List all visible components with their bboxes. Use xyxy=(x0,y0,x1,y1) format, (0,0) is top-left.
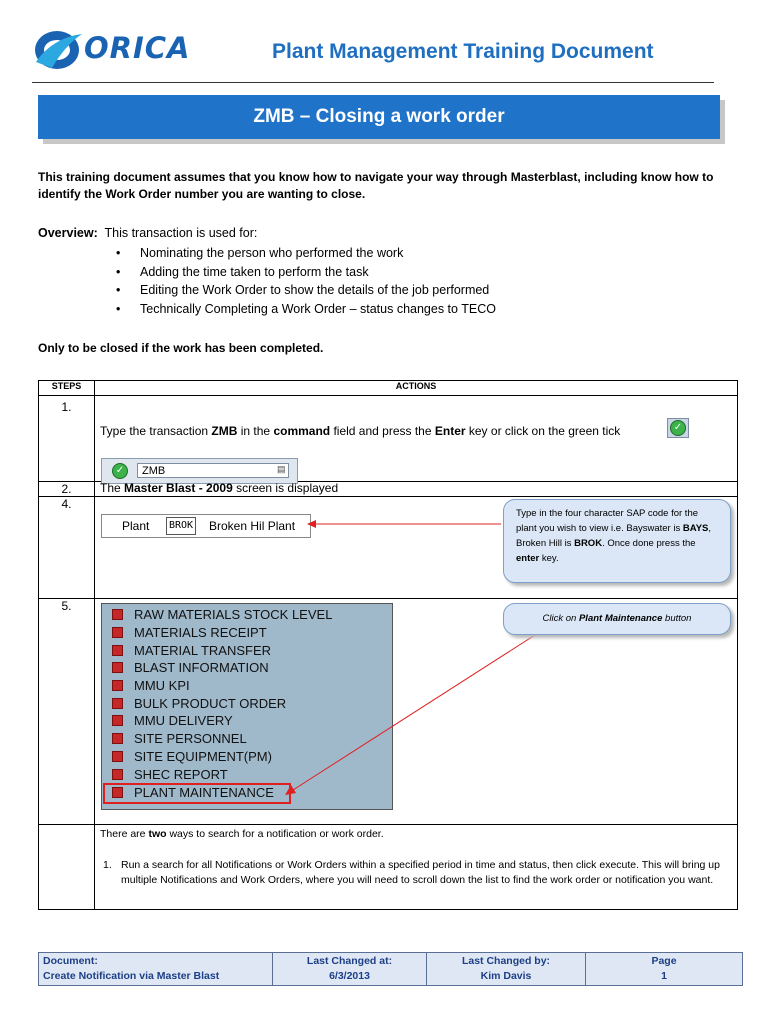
menu-bullet-icon xyxy=(112,645,123,656)
footer-changed-by-value: Kim Davis xyxy=(480,970,532,982)
document-title: Plant Management Training Document xyxy=(272,40,654,63)
menu-bullet-icon xyxy=(112,627,123,638)
document-footer xyxy=(38,952,743,986)
section-banner xyxy=(38,95,720,139)
plant-maintenance-highlight xyxy=(103,783,291,804)
step-number-cell xyxy=(39,825,95,910)
menu-bullet-icon xyxy=(112,662,123,673)
steps-header: STEPS xyxy=(39,381,95,396)
table-row xyxy=(39,497,738,599)
dropdown-history-icon[interactable]: ▤ xyxy=(277,464,286,474)
bullet-item: • Nominating the person who performed the work xyxy=(116,244,496,263)
plant-maintenance-callout: Click on Plant Maintenance button xyxy=(503,603,731,635)
plant-code-input[interactable]: BROK xyxy=(166,517,196,535)
menu-bullet-icon xyxy=(112,698,123,709)
step-number: 2. xyxy=(61,482,72,496)
footer-page-number: 1 xyxy=(661,970,667,982)
green-check-icon[interactable]: ✓ xyxy=(112,463,128,479)
brand-wordmark: ORICA xyxy=(84,31,191,65)
footer-document-label: Document: xyxy=(43,955,98,967)
table-header-row xyxy=(39,381,738,396)
step-number: 4. xyxy=(61,497,72,511)
step-number: 5. xyxy=(61,599,72,613)
step-number-cell xyxy=(39,497,95,599)
footer-changed-at-label: Last Changed at: xyxy=(306,955,393,967)
header-divider xyxy=(32,82,714,83)
intro-paragraph: This training document assumes that you know how to navigate your way through Masterblast, including know how to identify the Work Order number you are wanting to close. xyxy=(38,170,714,201)
menu-bullet-icon xyxy=(112,733,123,744)
step2-instruction: The Master Blast - 2009 screen is displayed xyxy=(100,481,339,495)
plant-name: Broken Hil Plant xyxy=(209,519,296,533)
command-field[interactable]: ZMB xyxy=(137,463,289,478)
action-cell xyxy=(95,599,738,825)
plant-label: Plant xyxy=(122,519,150,533)
step1-instruction: Type the transaction ZMB in the command field and press the Enter key or click on the green tick xyxy=(100,424,621,438)
action-cell xyxy=(95,825,738,910)
overview-label: Overview: xyxy=(38,226,98,240)
menu-bullet-icon xyxy=(112,680,123,691)
plant-code-callout: Type in the four character SAP code for the plant you wish to view i.e. Bayswater is BAYS, Broken Hill is BROK. Once done press the enter key. xyxy=(503,499,731,583)
search-ways-intro: There are two ways to search for a notification or work order. xyxy=(100,828,384,840)
step-number-cell xyxy=(39,396,95,482)
actions-header: ACTIONS xyxy=(95,381,738,396)
menu-bullet-icon xyxy=(112,751,123,762)
green-tick-button[interactable] xyxy=(667,418,689,438)
table-row xyxy=(39,396,738,482)
search-way-number: 1. xyxy=(103,859,112,871)
step-number-cell xyxy=(39,599,95,825)
green-check-icon: ✓ xyxy=(670,420,686,436)
footer-changed-at xyxy=(273,953,427,986)
menu-bullet-icon xyxy=(112,769,123,780)
menu-bullet-icon xyxy=(112,715,123,726)
table-row xyxy=(39,599,738,825)
bullet-item: • Technically Completing a Work Order – status changes to TECO xyxy=(116,300,496,319)
completion-note: Only to be closed if the work has been completed. xyxy=(38,341,324,355)
steps-table xyxy=(38,380,738,910)
action-cell xyxy=(95,396,738,482)
footer-page-label: Page xyxy=(651,955,677,967)
table-row xyxy=(39,825,738,910)
step-number: 1. xyxy=(61,400,72,414)
step-number-cell xyxy=(39,482,95,497)
banner-title: ZMB – Closing a work order xyxy=(253,106,505,127)
bullet-item: • Editing the Work Order to show the details of the job performed xyxy=(116,281,496,300)
table-row xyxy=(39,482,738,497)
plant-selector xyxy=(101,514,311,538)
search-way-text: Run a search for all Notifications or Work Orders within a specified period in time and status, then click execute. This will bring up multiple Notifications and Work Orders, where you will need to scroll down the list to find the work order or notification you want. xyxy=(121,859,720,886)
overview-line xyxy=(38,226,257,240)
action-cell xyxy=(95,497,738,599)
masterblast-menu: RAW MATERIALS STOCK LEVEL MATERIALS RECEIPT MATERIAL TRANSFER BLAST INFORMATION MMU KPI BULK PRODUCT ORDER MMU DELIVERY SITE PERSONNEL SITE EQUIPMENT(PM) SHEC REPORT PLANT MAINTENANCE xyxy=(101,603,393,810)
menu-bullet-icon xyxy=(112,609,123,620)
footer-changed-at-value: 6/3/2013 xyxy=(329,970,370,982)
footer-changed-by xyxy=(427,953,586,986)
footer-document xyxy=(39,953,273,986)
overview-bullets xyxy=(116,244,496,319)
action-cell xyxy=(95,482,738,497)
plant-maintenance-arrow xyxy=(285,635,535,795)
search-way-item xyxy=(95,842,737,888)
footer-page xyxy=(586,953,743,986)
callout-arrow xyxy=(307,519,503,531)
footer-document-value: Create Notification via Master Blast xyxy=(43,970,220,982)
overview-text: This transaction is used for: xyxy=(104,226,258,240)
footer-changed-by-label: Last Changed by: xyxy=(461,955,551,967)
bullet-item: • Adding the time taken to perform the task xyxy=(116,263,496,282)
